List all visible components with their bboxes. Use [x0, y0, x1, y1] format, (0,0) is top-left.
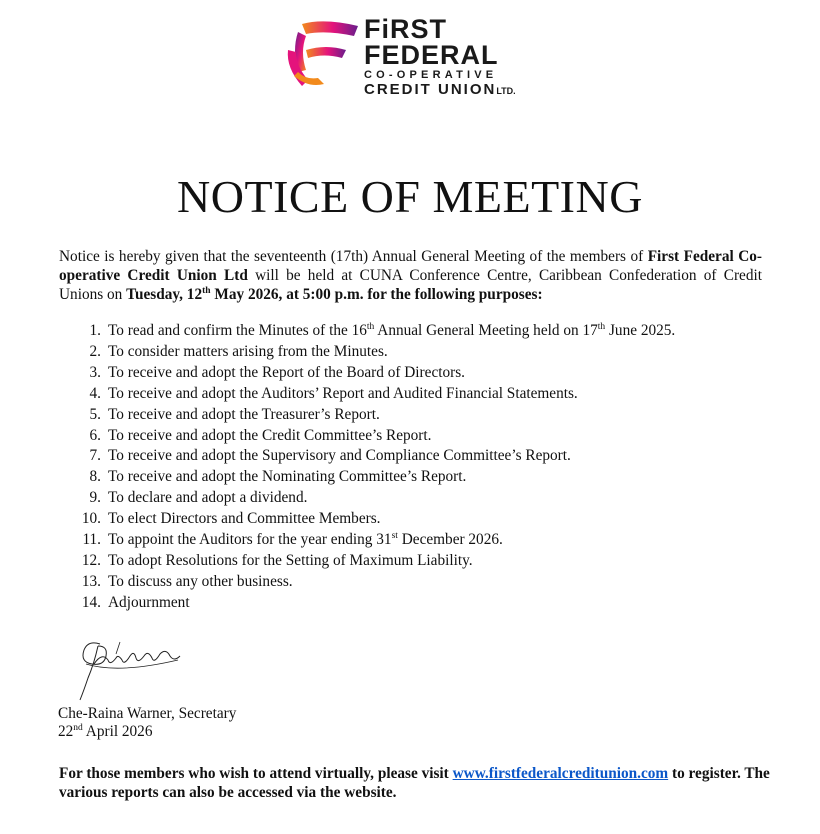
intro-date-sup: th — [202, 286, 211, 296]
virtual-attendance-note — [59, 764, 779, 802]
agenda-item — [58, 530, 778, 551]
signatory-date — [58, 723, 152, 741]
footer-text-2: to register. The various reports can also be accessed via the website. — [59, 765, 770, 801]
signatory-date-sup: nd — [73, 723, 83, 733]
intro-date-day: Tuesday, 12 — [126, 286, 203, 303]
agenda-item-number: 5. — [89, 405, 101, 423]
agenda-item-text: To receive and adopt the Nominating Committee’s Report. — [108, 468, 467, 486]
agenda-item-text: Adjournment — [108, 593, 190, 611]
agenda-item — [58, 363, 778, 384]
agenda-item-number: 7. — [89, 447, 101, 465]
agenda-item — [58, 405, 778, 426]
intro-text-1: Notice is hereby given that the seventeenth (17th) Annual General Meeting of the members of — [59, 248, 648, 265]
agenda-item — [58, 426, 778, 447]
agenda-item-number: 3. — [89, 363, 101, 381]
agenda-item-text: To receive and adopt the Treasurer’s Report. — [108, 405, 380, 423]
agenda-item-number: 9. — [89, 489, 101, 507]
agenda-item — [58, 321, 778, 342]
logo-ltd-text: LTD. — [496, 86, 516, 96]
agenda-item-text: To receive and adopt the Credit Committee’s Report. — [108, 426, 432, 444]
agenda-item-number: 14. — [81, 593, 101, 611]
logo-line-first: FiRST — [364, 14, 447, 44]
signatory-date-day: 22 — [58, 723, 74, 740]
logo-line-federal: FEDERAL — [364, 40, 499, 70]
agenda-item — [58, 572, 778, 593]
agenda-item-number: 13. — [81, 572, 101, 590]
agenda-text-sup: th — [597, 322, 606, 332]
page-title: NOTICE OF MEETING — [177, 171, 643, 222]
agenda-text-part: Annual General Meeting held on 17 — [374, 322, 598, 339]
intro-meeting-date — [126, 286, 542, 303]
agenda-text-part: December 2026. — [397, 531, 503, 549]
agenda-item-number: 1. — [89, 322, 101, 339]
agenda-item — [58, 488, 778, 509]
agenda-list — [58, 321, 778, 614]
footer-text-1: For those members who wish to attend virtually, please visit — [59, 765, 453, 782]
agenda-text-sup: st — [391, 531, 398, 542]
intro-date-rest: May 2026, at 5:00 p.m. for the following purposes: — [210, 286, 543, 303]
logo-line-cooperative: CO-OPERATIVE — [364, 69, 498, 81]
agenda-item — [58, 467, 778, 488]
agenda-item — [58, 551, 778, 572]
agenda-item-text: To receive and adopt the Supervisory and Compliance Committee’s Report. — [108, 447, 571, 465]
agenda-item-number: 8. — [89, 468, 101, 486]
agenda-item — [58, 384, 778, 405]
agenda-item — [58, 593, 778, 614]
agenda-item-text: To adopt Resolutions for the Setting of Maximum Liability. — [108, 551, 473, 569]
agenda-item-text — [108, 530, 503, 551]
agenda-item-number: 2. — [89, 342, 101, 360]
agenda-item-number: 12. — [81, 551, 101, 569]
agenda-item-number: 11. — [82, 531, 101, 549]
intro-paragraph — [59, 247, 762, 304]
agenda-item-text: To declare and adopt a dividend. — [108, 489, 308, 507]
agenda-text-part: To read and confirm the Minutes of the 16 — [108, 322, 367, 339]
intro-org-name: First Federal Co-operative Credit Union Ltd — [59, 248, 762, 284]
agenda-item-text: To receive and adopt the Report of the Board of Directors. — [108, 363, 466, 381]
logo-line-credit-union — [364, 81, 516, 100]
agenda-text-part: June 2025. — [605, 322, 676, 339]
logo-credit-union-text: CREDIT UNION — [364, 81, 497, 98]
logo-wordmark — [364, 16, 516, 100]
agenda-item — [58, 342, 778, 363]
agenda-item-number: 6. — [89, 426, 101, 444]
logo-mark-icon — [284, 20, 362, 90]
signature-icon — [58, 634, 198, 706]
signatory-date-rest: April 2026 — [82, 723, 153, 740]
agenda-item-number: 10. — [81, 510, 101, 528]
signatory-name: Che-Raina Warner, Secretary — [58, 705, 237, 722]
brand-logo — [284, 14, 544, 110]
agenda-item-text — [108, 321, 675, 342]
agenda-item-text: To discuss any other business. — [108, 572, 293, 590]
website-link[interactable]: www.firstfederalcreditunion.com — [452, 765, 669, 782]
agenda-text-sup: th — [366, 322, 375, 332]
agenda-item — [58, 446, 778, 467]
agenda-item-text: To receive and adopt the Auditors’ Report and Audited Financial Statements. — [108, 384, 578, 402]
agenda-item — [58, 509, 778, 530]
agenda-item-text: To elect Directors and Committee Members. — [108, 510, 381, 528]
agenda-item-number: 4. — [89, 384, 101, 402]
agenda-text-part: To appoint the Auditors for the year ending 31 — [108, 531, 392, 549]
agenda-item-text: To consider matters arising from the Minutes. — [108, 342, 388, 360]
intro-text-2: will be held at CUNA Conference Centre, Caribbean Confederation of Credit Unions on — [59, 267, 762, 303]
